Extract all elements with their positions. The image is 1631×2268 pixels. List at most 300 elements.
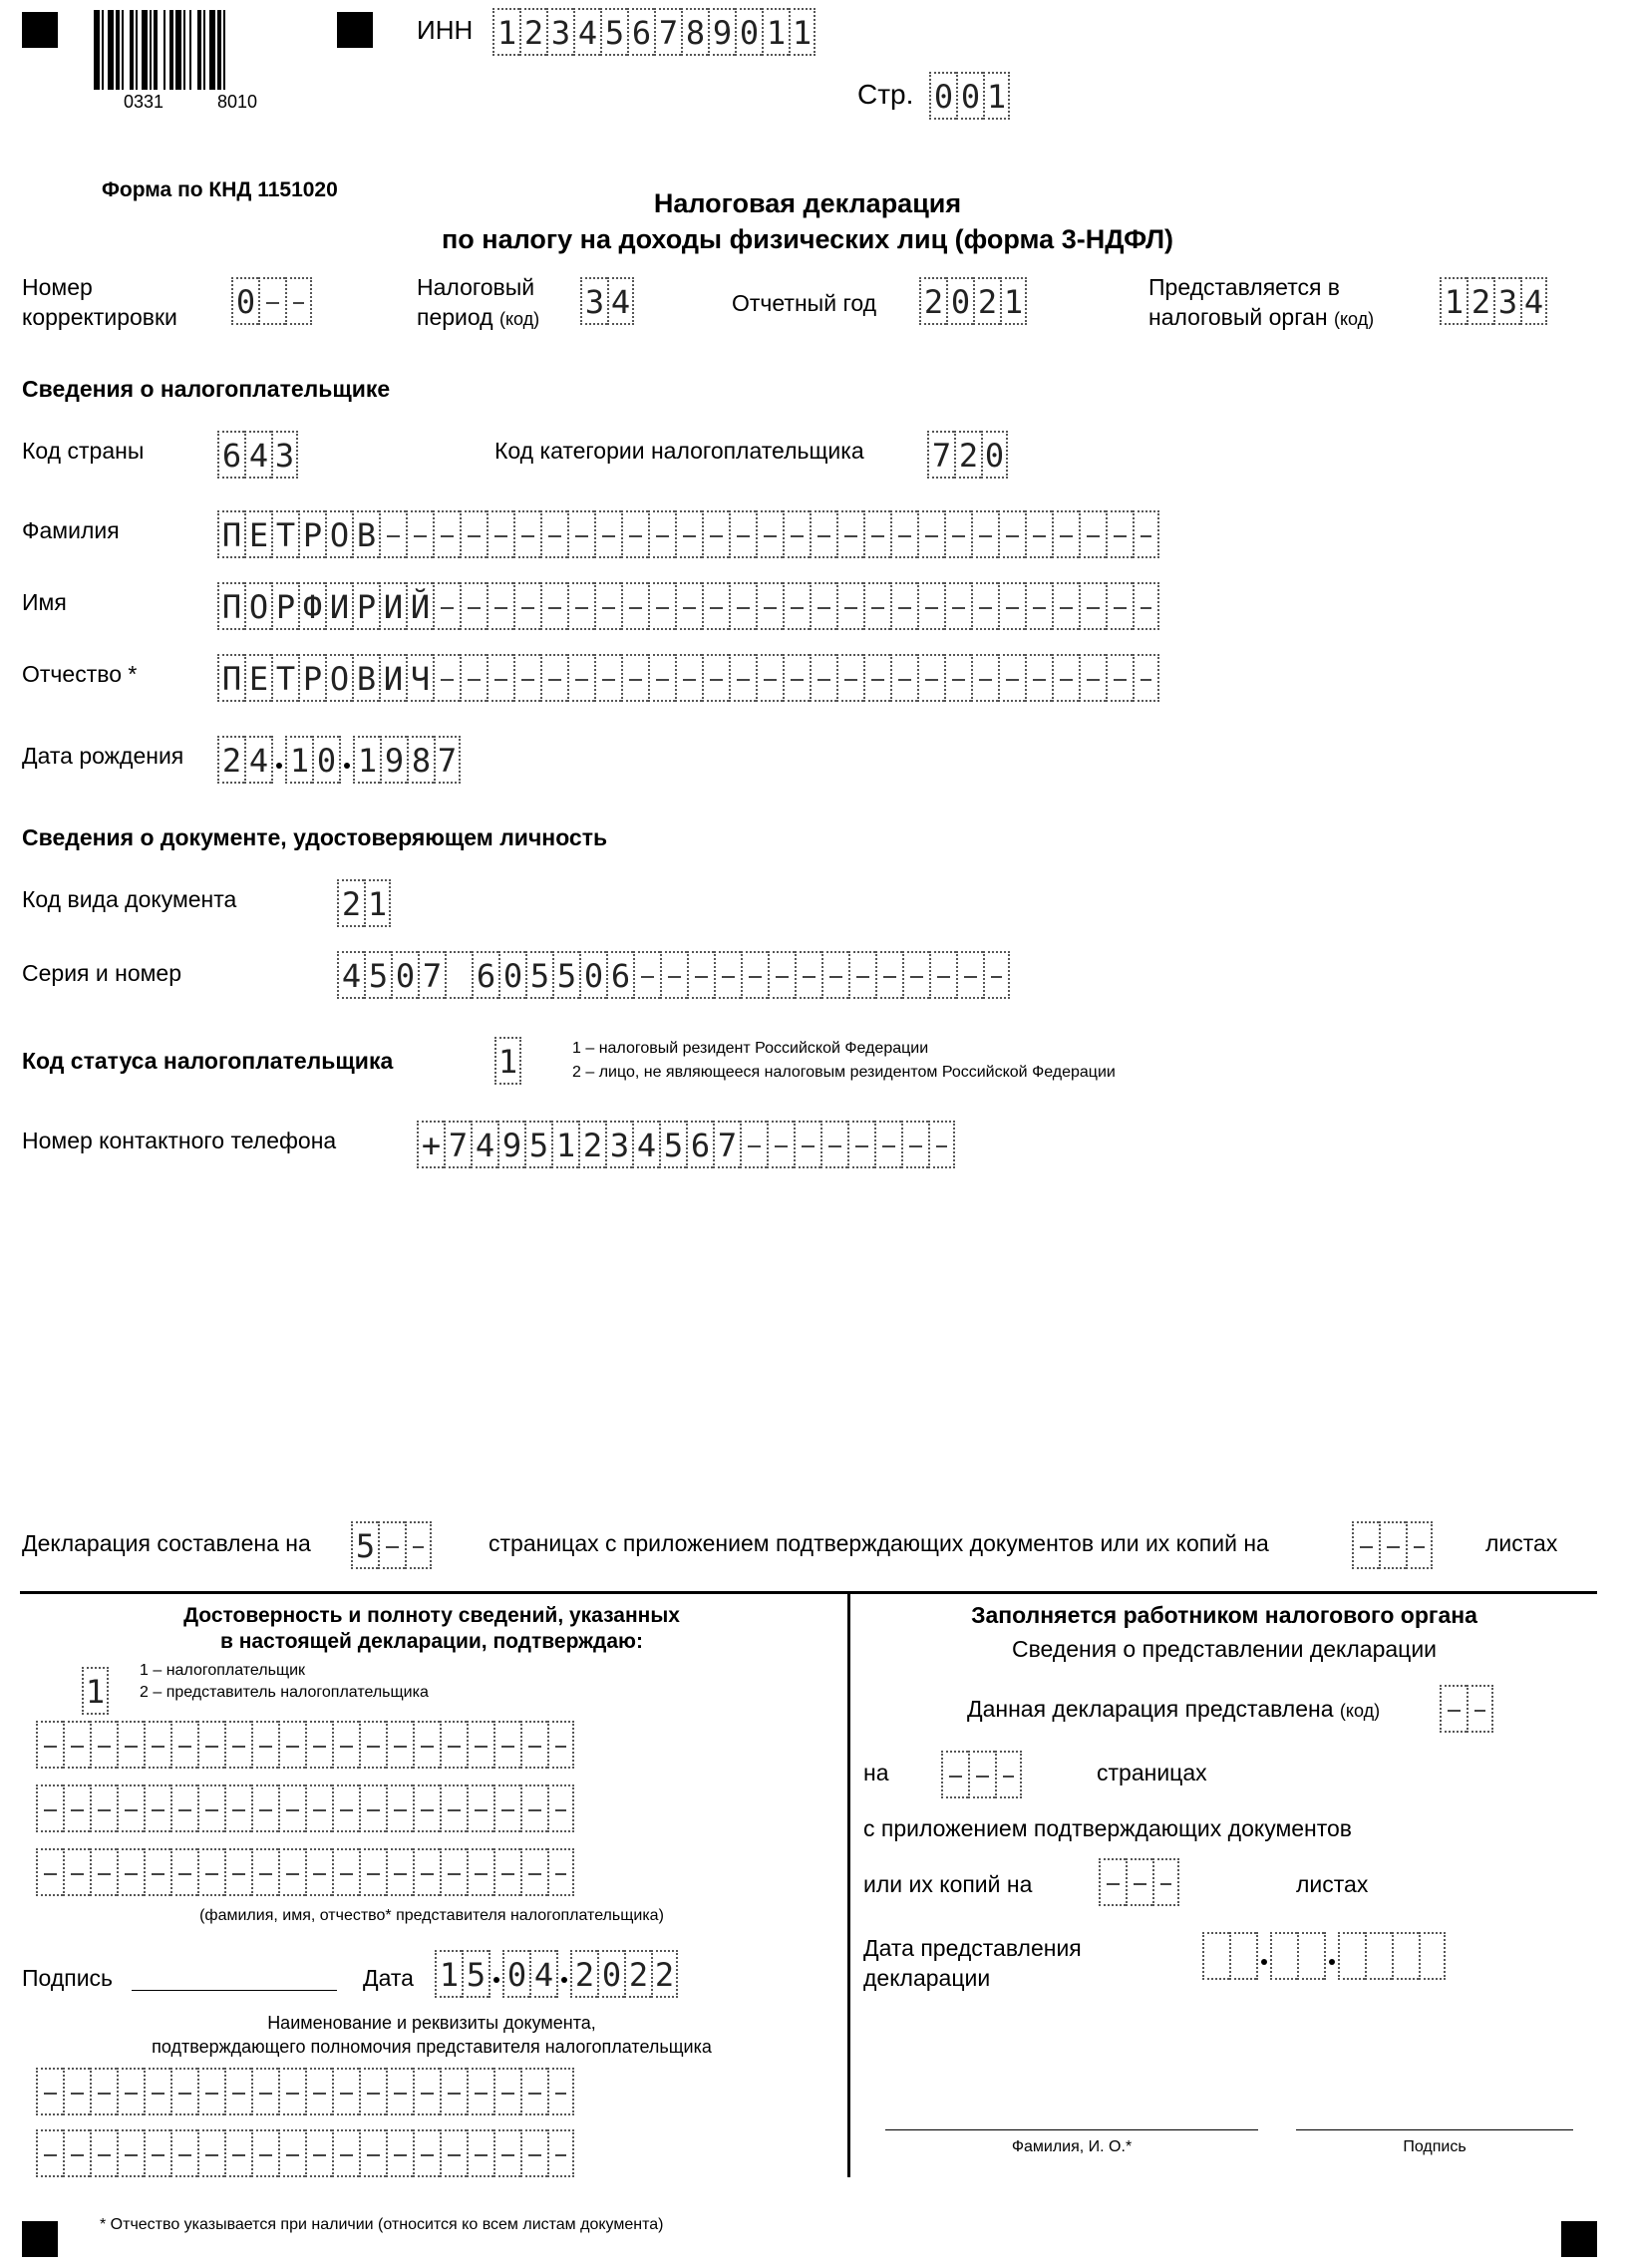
char-cell xyxy=(836,582,863,630)
char-cell: 0 xyxy=(579,951,606,999)
char-cell: О xyxy=(325,654,352,702)
inspector-fio-line[interactable] xyxy=(885,2129,1258,2130)
char-cell: 5 xyxy=(351,1521,378,1569)
signer-option-1: 1 – налогоплательщик xyxy=(140,1662,306,1679)
barcode-graphic xyxy=(92,10,301,90)
char-cell: Р xyxy=(271,582,298,630)
char-cell xyxy=(513,654,540,702)
char-cell: 1 xyxy=(1000,277,1027,325)
char-cell xyxy=(63,2129,90,2177)
correction-number-field[interactable] xyxy=(231,277,312,325)
section-divider-vertical xyxy=(847,1591,850,2177)
char-cell xyxy=(783,510,810,558)
char-cell xyxy=(144,1784,170,1832)
char-cell xyxy=(386,2068,413,2115)
authority-doc-row-2[interactable] xyxy=(36,2129,574,2177)
char-cell xyxy=(756,582,783,630)
char-cell xyxy=(621,654,648,702)
char-cell: Е xyxy=(244,654,271,702)
char-cell xyxy=(520,1784,547,1832)
char-cell xyxy=(144,2068,170,2115)
char-cell: 0 xyxy=(498,951,525,999)
copies-label: или их копий на xyxy=(863,1871,1033,1897)
char-cell xyxy=(413,1848,440,1896)
char-cell xyxy=(540,654,567,702)
char-cell: 3 xyxy=(580,277,607,325)
char-cell: 4 xyxy=(244,431,271,479)
period-label-1: Налоговый xyxy=(417,274,535,300)
char-cell xyxy=(332,1721,359,1769)
char-cell xyxy=(90,2068,117,2115)
surname-field[interactable] xyxy=(217,510,1159,558)
inspector-signature-line[interactable] xyxy=(1296,2129,1573,2130)
char-cell xyxy=(714,951,741,999)
phone-field[interactable] xyxy=(417,1121,955,1168)
char-cell xyxy=(1052,582,1079,630)
char-cell xyxy=(520,2129,547,2177)
char-cell xyxy=(440,1784,467,1832)
name-label: Имя xyxy=(22,589,67,615)
char-cell xyxy=(493,1848,520,1896)
char-cell: 1 xyxy=(762,8,789,56)
barcode-bar xyxy=(150,10,152,90)
char-cell xyxy=(1392,1932,1419,1980)
authority-label-code: (код) xyxy=(1333,309,1375,329)
char-cell xyxy=(1133,510,1159,558)
char-cell xyxy=(36,2068,63,2115)
char-cell xyxy=(621,582,648,630)
char-cell xyxy=(702,582,729,630)
char-cell xyxy=(1440,1685,1467,1733)
representative-fio-caption: (фамилия, имя, отчество* представителя налогоплательщика) xyxy=(199,1907,664,1924)
char-cell xyxy=(487,510,513,558)
attachments-sheets-field[interactable] xyxy=(1352,1521,1433,1569)
char-cell: 7 xyxy=(444,1121,471,1168)
char-cell xyxy=(467,1784,493,1832)
char-cell xyxy=(117,1721,144,1769)
series-number-label: Серия и номер xyxy=(22,960,182,986)
char-cell xyxy=(1079,654,1106,702)
char-cell xyxy=(251,1848,278,1896)
char-cell xyxy=(433,582,460,630)
barcode-bar xyxy=(217,10,221,90)
tax-authority-code-field[interactable] xyxy=(1440,277,1547,325)
period-label-text: период xyxy=(417,304,493,330)
char-cell xyxy=(520,2068,547,2115)
char-cell xyxy=(36,1784,63,1832)
char-cell xyxy=(944,510,971,558)
left-signature-line[interactable] xyxy=(132,1990,337,1991)
char-cell: Р xyxy=(298,654,325,702)
representative-fio-row-1[interactable] xyxy=(36,1721,574,1769)
char-cell xyxy=(170,1784,197,1832)
tax-period-field[interactable] xyxy=(580,277,634,325)
char-cell xyxy=(251,1784,278,1832)
char-cell xyxy=(729,582,756,630)
char-cell xyxy=(386,2129,413,2177)
char-cell xyxy=(413,2068,440,2115)
char-cell xyxy=(968,1751,995,1798)
char-cell xyxy=(660,951,687,999)
char-cell xyxy=(1099,1858,1126,1906)
char-cell: 7 xyxy=(434,736,461,784)
corner-marker-bottom-right xyxy=(1561,2221,1597,2257)
barcode-bar xyxy=(163,10,165,90)
char-cell: 0 xyxy=(502,1950,529,1998)
char-cell: П xyxy=(217,582,244,630)
char-cell xyxy=(63,2068,90,2115)
inn-label: ИНН xyxy=(417,15,474,45)
barcode-bar xyxy=(116,10,120,90)
char-cell: 0 xyxy=(597,1950,624,1998)
char-cell: 2 xyxy=(651,1950,678,1998)
char-cell xyxy=(305,2129,332,2177)
submitted-label-code: (код) xyxy=(1339,1701,1381,1721)
barcode-bar xyxy=(203,10,205,90)
authority-doc-row-1[interactable] xyxy=(36,2068,574,2115)
char-cell: 2 xyxy=(624,1950,651,1998)
char-cell: 0 xyxy=(231,277,258,325)
char-cell xyxy=(305,1721,332,1769)
char-cell: 2 xyxy=(519,8,546,56)
char-cell xyxy=(487,654,513,702)
status-field[interactable] xyxy=(494,1037,521,1085)
barcode-bar xyxy=(130,10,134,90)
birth-date-label: Дата рождения xyxy=(22,743,184,769)
char-cell: 7 xyxy=(927,431,954,479)
phone-label: Номер контактного телефона xyxy=(22,1128,337,1153)
birth-date-field[interactable] xyxy=(217,736,461,784)
char-cell xyxy=(445,951,472,999)
declaration-pages-field[interactable] xyxy=(351,1521,432,1569)
doc-caption-2: подтверждающего полномочия представителя налогоплательщика xyxy=(152,2037,712,2057)
taxpayer-section-title: Сведения о налогоплательщике xyxy=(22,376,391,402)
pages-text-3: листах xyxy=(1485,1530,1558,1556)
char-cell xyxy=(493,2068,520,2115)
category-code-label: Код категории налогоплательщика xyxy=(494,438,864,464)
char-cell xyxy=(874,1121,901,1168)
char-cell: 2 xyxy=(578,1121,605,1168)
barcode-bar xyxy=(189,10,191,90)
char-cell xyxy=(271,736,285,784)
char-cell: 6 xyxy=(217,431,244,479)
left-date-label: Дата xyxy=(363,1965,414,1991)
char-cell: 0 xyxy=(946,277,973,325)
barcode-bar xyxy=(183,10,185,90)
category-code-field[interactable] xyxy=(927,431,1008,479)
char-cell xyxy=(836,654,863,702)
char-cell: 8 xyxy=(681,8,708,56)
char-cell xyxy=(170,2129,197,2177)
char-cell xyxy=(567,582,594,630)
char-cell xyxy=(902,951,929,999)
char-cell: Т xyxy=(271,510,298,558)
char-cell xyxy=(971,510,998,558)
char-cell xyxy=(729,654,756,702)
char-cell xyxy=(117,2068,144,2115)
char-cell xyxy=(875,951,902,999)
attach-label: с приложением подтверждающих документов xyxy=(863,1815,1353,1841)
char-cell xyxy=(285,277,312,325)
char-cell xyxy=(944,582,971,630)
char-cell xyxy=(278,1848,305,1896)
status-option-2: 2 – лицо, не являющееся налоговым резидентом Российской Федерации xyxy=(572,1064,1116,1081)
char-cell xyxy=(386,1848,413,1896)
char-cell: 6 xyxy=(686,1121,713,1168)
char-cell xyxy=(1126,1858,1152,1906)
char-cell xyxy=(278,2068,305,2115)
char-cell xyxy=(378,1521,405,1569)
form-code: Форма по КНД 1151020 xyxy=(102,178,338,201)
char-cell xyxy=(359,2068,386,2115)
char-cell: П xyxy=(217,654,244,702)
char-cell xyxy=(1106,582,1133,630)
char-cell xyxy=(460,654,487,702)
char-cell xyxy=(998,654,1025,702)
char-cell xyxy=(467,2068,493,2115)
char-cell: 1 xyxy=(492,8,519,56)
char-cell xyxy=(90,1848,117,1896)
left-date-field[interactable] xyxy=(435,1950,678,1998)
char-cell xyxy=(556,1950,570,1998)
patronymic-label: Отчество * xyxy=(22,661,138,687)
char-cell xyxy=(863,654,890,702)
char-cell: В xyxy=(352,510,379,558)
char-cell xyxy=(90,1784,117,1832)
char-cell xyxy=(379,510,406,558)
char-cell: 0 xyxy=(929,72,956,120)
inn-field[interactable] xyxy=(492,8,816,56)
char-cell xyxy=(594,582,621,630)
barcode-bar xyxy=(108,10,114,90)
submitted-label-text: Данная декларация представлена xyxy=(967,1696,1334,1722)
char-cell: 5 xyxy=(524,1121,551,1168)
char-cell xyxy=(433,654,460,702)
char-cell: 3 xyxy=(605,1121,632,1168)
char-cell xyxy=(1052,654,1079,702)
name-field[interactable] xyxy=(217,582,1159,630)
char-cell xyxy=(90,1721,117,1769)
char-cell xyxy=(756,654,783,702)
char-cell: 9 xyxy=(708,8,735,56)
char-cell xyxy=(1365,1932,1392,1980)
char-cell xyxy=(251,2129,278,2177)
char-cell: П xyxy=(217,510,244,558)
char-cell xyxy=(493,1721,520,1769)
submitted-label xyxy=(967,1695,1380,1724)
char-cell: 9 xyxy=(380,736,407,784)
barcode-bar xyxy=(154,10,158,90)
barcode-bar xyxy=(175,10,181,90)
char-cell xyxy=(890,582,917,630)
char-cell: 5 xyxy=(659,1121,686,1168)
char-cell xyxy=(386,1784,413,1832)
char-cell: 4 xyxy=(337,951,364,999)
char-cell xyxy=(1406,1521,1433,1569)
char-cell: В xyxy=(352,654,379,702)
char-cell xyxy=(520,1721,547,1769)
char-cell xyxy=(36,1721,63,1769)
corner-marker-bottom-left xyxy=(22,2221,58,2257)
char-cell xyxy=(197,2068,224,2115)
char-cell xyxy=(144,2129,170,2177)
char-cell xyxy=(224,2068,251,2115)
submission-date-label-1: Дата представления xyxy=(863,1935,1082,1961)
char-cell xyxy=(513,510,540,558)
char-cell: 3 xyxy=(271,431,298,479)
surname-label: Фамилия xyxy=(22,517,120,543)
char-cell xyxy=(675,582,702,630)
char-cell xyxy=(1133,582,1159,630)
submission-date-field[interactable] xyxy=(1202,1932,1446,1980)
inspector-signature-caption: Подпись xyxy=(1403,2138,1467,2155)
doc-type-field[interactable] xyxy=(337,879,391,927)
doc-type-label: Код вида документа xyxy=(22,886,237,912)
char-cell xyxy=(1379,1521,1406,1569)
char-cell xyxy=(413,1721,440,1769)
char-cell: 7 xyxy=(418,951,445,999)
char-cell xyxy=(890,654,917,702)
char-cell xyxy=(783,654,810,702)
char-cell xyxy=(1202,1932,1229,1980)
char-cell xyxy=(917,510,944,558)
copies-sheets-label: листах xyxy=(1296,1871,1369,1897)
year-label: Отчетный год xyxy=(732,290,877,316)
char-cell xyxy=(547,1721,574,1769)
char-cell xyxy=(170,1848,197,1896)
series-number-field[interactable] xyxy=(337,951,1010,999)
char-cell xyxy=(433,510,460,558)
char-cell xyxy=(1467,1685,1493,1733)
reporting-year-field[interactable] xyxy=(919,277,1027,325)
status-option-1: 1 – налоговый резидент Российской Федерации xyxy=(572,1040,929,1057)
patronymic-field[interactable] xyxy=(217,654,1159,702)
barcode-number-left: 0331 xyxy=(124,92,164,112)
page-number-field[interactable] xyxy=(929,72,1010,120)
char-cell: 7 xyxy=(654,8,681,56)
char-cell: 6 xyxy=(627,8,654,56)
correction-label-1: Номер xyxy=(22,274,93,300)
char-cell xyxy=(998,582,1025,630)
char-cell: 1 xyxy=(1440,277,1467,325)
char-cell xyxy=(405,1521,432,1569)
country-code-field[interactable] xyxy=(217,431,298,479)
char-cell xyxy=(547,1784,574,1832)
period-label-2 xyxy=(417,303,539,332)
char-cell xyxy=(440,1848,467,1896)
char-cell: 2 xyxy=(217,736,244,784)
char-cell xyxy=(460,582,487,630)
char-cell: 6 xyxy=(472,951,498,999)
char-cell: Т xyxy=(271,654,298,702)
char-cell xyxy=(1106,510,1133,558)
submitted-pages-field[interactable] xyxy=(941,1751,1022,1798)
char-cell xyxy=(251,2068,278,2115)
char-cell: 5 xyxy=(364,951,391,999)
char-cell xyxy=(520,1848,547,1896)
char-cell: 1 xyxy=(983,72,1010,120)
char-cell xyxy=(1025,510,1052,558)
left-block-title-1: Достоверность и полноту сведений, указанных xyxy=(183,1604,680,1627)
char-cell xyxy=(917,582,944,630)
char-cell: 4 xyxy=(573,8,600,56)
char-cell: И xyxy=(379,654,406,702)
char-cell xyxy=(467,1848,493,1896)
char-cell xyxy=(63,1848,90,1896)
corner-marker-top-right xyxy=(337,12,373,48)
char-cell: 4 xyxy=(1520,277,1547,325)
char-cell xyxy=(1419,1932,1446,1980)
inspector-fio-caption: Фамилия, И. О.* xyxy=(1011,2138,1133,2155)
char-cell: 1 xyxy=(82,1667,109,1715)
signer-type-field[interactable] xyxy=(82,1667,109,1715)
char-cell xyxy=(1352,1521,1379,1569)
char-cell: Р xyxy=(298,510,325,558)
char-cell xyxy=(971,582,998,630)
corner-marker-top-left xyxy=(22,12,58,48)
char-cell: 4 xyxy=(607,277,634,325)
representative-fio-row-2[interactable] xyxy=(36,1784,574,1832)
char-cell xyxy=(224,2129,251,2177)
char-cell: 1 xyxy=(353,736,380,784)
char-cell xyxy=(547,2068,574,2115)
char-cell xyxy=(332,2129,359,2177)
char-cell xyxy=(1079,582,1106,630)
char-cell xyxy=(332,2068,359,2115)
representative-fio-row-3[interactable] xyxy=(36,1848,574,1896)
char-cell xyxy=(821,951,848,999)
char-cell xyxy=(413,2129,440,2177)
char-cell xyxy=(339,736,353,784)
country-code-label: Код страны xyxy=(22,438,145,464)
submission-code-field[interactable] xyxy=(1440,1685,1493,1733)
signer-option-2: 2 – представитель налогоплательщика xyxy=(140,1684,429,1701)
submitted-copies-field[interactable] xyxy=(1099,1858,1179,1906)
char-cell: 4 xyxy=(244,736,271,784)
char-cell xyxy=(117,1848,144,1896)
char-cell xyxy=(1229,1932,1256,1980)
char-cell xyxy=(1338,1932,1365,1980)
right-block-title: Заполняется работником налогового органа xyxy=(971,1602,1477,1628)
char-cell xyxy=(332,1784,359,1832)
char-cell: И xyxy=(325,582,352,630)
char-cell xyxy=(901,1121,928,1168)
char-cell xyxy=(540,510,567,558)
char-cell xyxy=(278,1721,305,1769)
char-cell xyxy=(783,582,810,630)
char-cell xyxy=(944,654,971,702)
char-cell xyxy=(740,1121,767,1168)
char-cell: 5 xyxy=(525,951,552,999)
char-cell xyxy=(648,510,675,558)
char-cell: И xyxy=(379,582,406,630)
char-cell: 0 xyxy=(981,431,1008,479)
correction-label-2: корректировки xyxy=(22,304,177,330)
char-cell: 2 xyxy=(954,431,981,479)
char-cell xyxy=(810,582,836,630)
char-cell xyxy=(820,1121,847,1168)
char-cell xyxy=(1133,654,1159,702)
char-cell xyxy=(406,510,433,558)
char-cell xyxy=(1025,654,1052,702)
char-cell xyxy=(1025,582,1052,630)
char-cell: 4 xyxy=(529,1950,556,1998)
char-cell xyxy=(995,1751,1022,1798)
char-cell: 0 xyxy=(312,736,339,784)
barcode-bar xyxy=(102,10,104,90)
char-cell xyxy=(489,1950,502,1998)
char-cell xyxy=(513,582,540,630)
